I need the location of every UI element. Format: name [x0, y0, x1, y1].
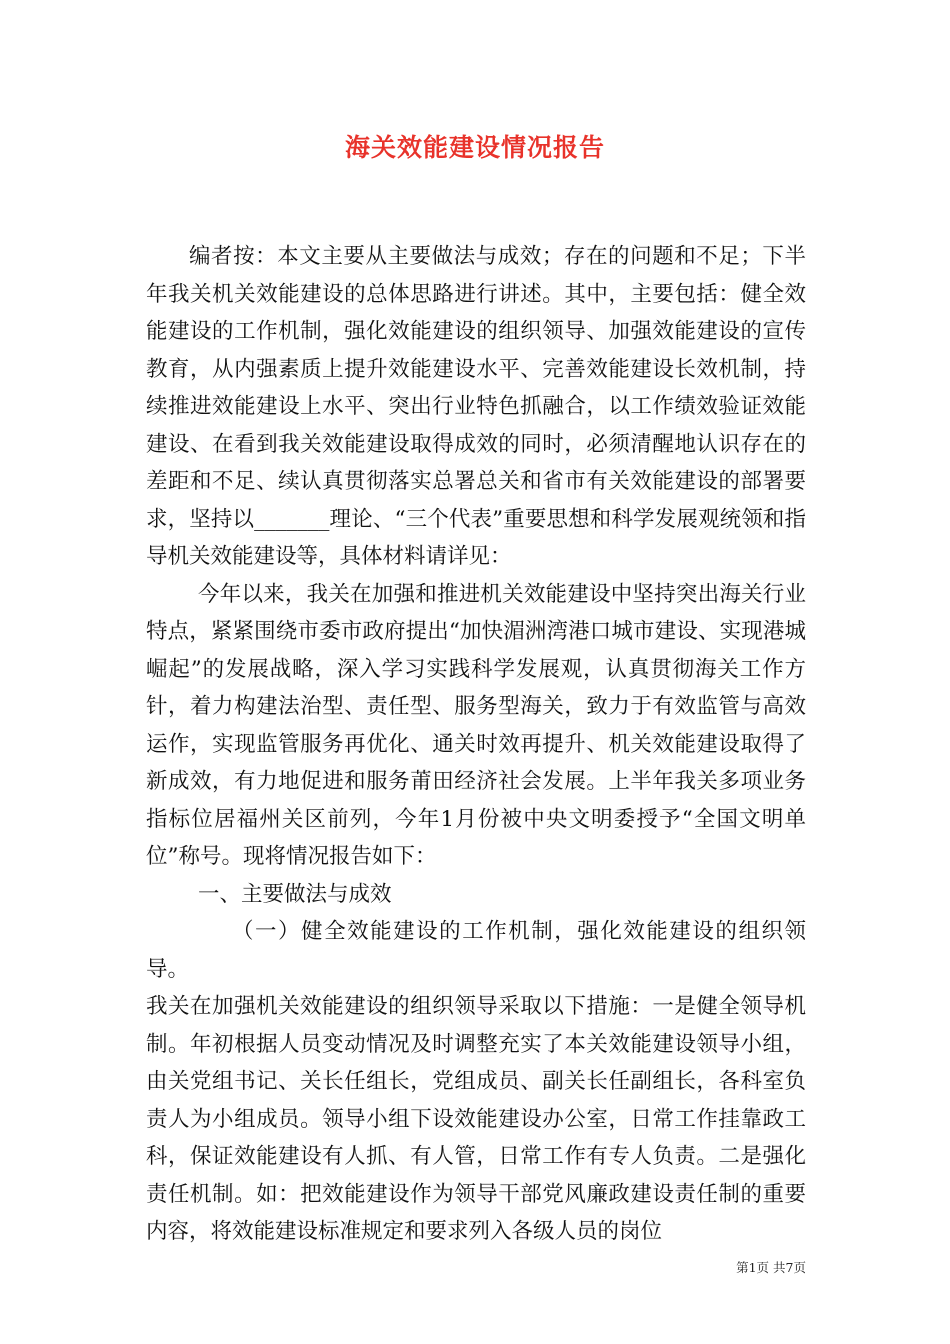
document-title: 海关效能建设情况报告 [344, 133, 605, 162]
intro-paragraph: 今年以来，我关在加强和推进机关效能建设中坚持突出海关行业特点，紧紧围绕市委市政府提出“加快湄洲湾港口城市建设、实现港城崛起”的发展战略，深入学习实践科学发展观，认真贯彻海关工作方针，着力构建法治型、责任型、服务型海关，致力于有效监管与高效运作，实现监管服务再优化、通关时效再提升、机关效能建设取得了新成效，有力地促进和服务莆田经济社会发展。上半年我关多项业务指标位居福州关区前列，今年1月份被中央文明委授予“全国文明单位”称号。现将情况报告如下： [146, 581, 806, 869]
document-body [146, 238, 806, 1251]
page-number-footer: 第1页 共7页 [736, 1260, 806, 1275]
subsection-heading: （一）健全效能建设的工作机制，强化效能建设的组织领导。 [146, 919, 806, 982]
section-heading: 一、主要做法与成效 [198, 881, 392, 907]
editor-note-paragraph: 编者按：本文主要从主要做法与成效；存在的问题和不足；下半年我关机关效能建设的总体思路进行讲述。其中，主要包括：健全效能建设的工作机制，强化效能建设的组织领导、加强效能建设的宣传教育，从内强素质上提升效能建设水平、完善效能建设长效机制，持续推进效能建设上水平、突出行业特色抓融合，以工作绩效验证效能建设、在看到我关效能建设取得成效的同时，必须清醒地认识存在的差距和不足、续认真贯彻落实总署总关和省市有关效能建设的部署要求，坚持以_______理论、“三个代表”重要思想和科学发展观统领和指导机关效能建设等，具体材料请详见： [146, 244, 806, 569]
subsection-body-paragraph: 我关在加强机关效能建设的组织领导采取以下措施：一是健全领导机制。年初根据人员变动情况及时调整充实了本关效能建设领导小组，由关党组书记、关长任组长，党组成员、副关长任副组长，各科室负责人为小组成员。领导小组下设效能建设办公室，日常工作挂靠政工科，保证效能建设有人抓、有人管，日常工作有专人负责。二是强化责任机制。如：把效能建设作为领导干部党风廉政建设责任制的重要内容，将效能建设标准规定和要求列入各级人员的岗位 [146, 994, 806, 1244]
